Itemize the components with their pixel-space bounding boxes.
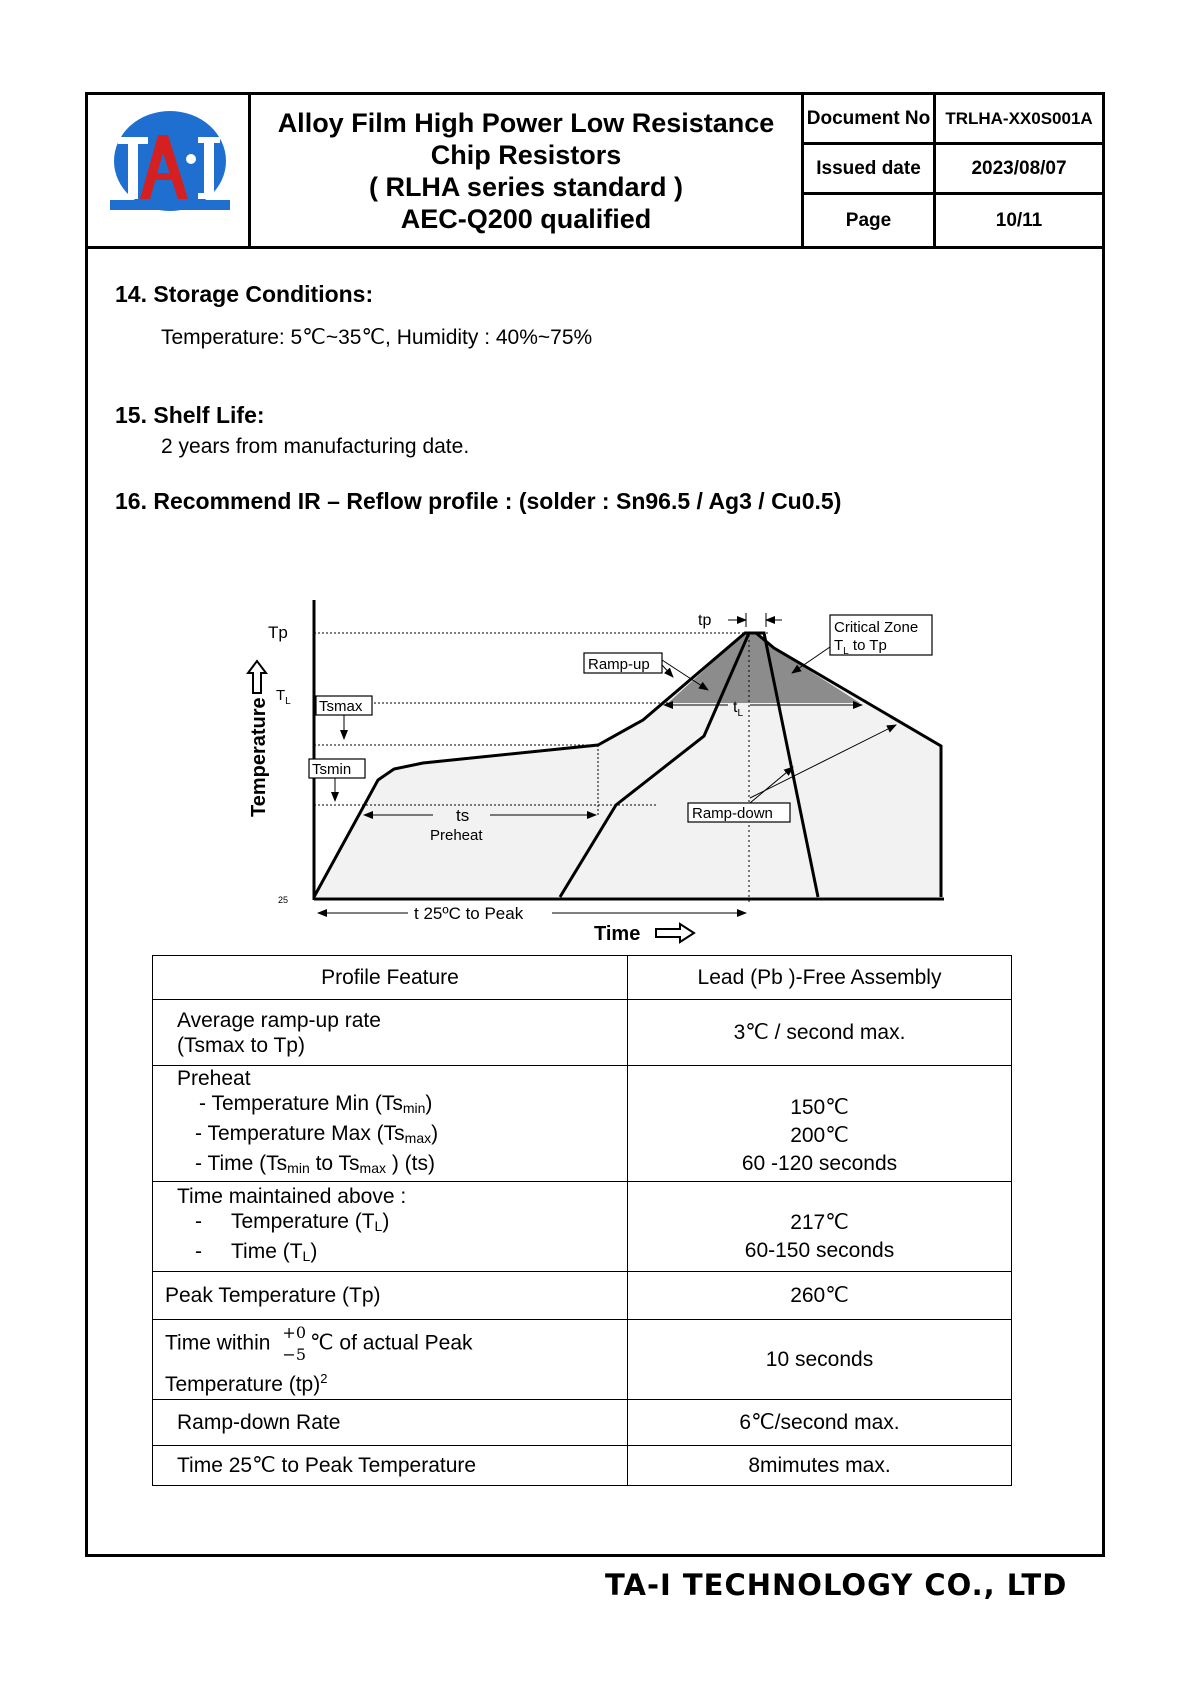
critical-zone-range: $T_L$ to Tp [834, 637, 887, 657]
document-meta [804, 95, 1102, 246]
y-axis-title: Temperature [248, 697, 270, 817]
ramp-up-arrow-2 [662, 665, 673, 677]
table-row [153, 1320, 1012, 1400]
preheat-time-value: 60 -120 seconds [741, 1151, 898, 1175]
peak-value: 260℃ [628, 1272, 1012, 1320]
ramp-down-value: 6℃/second max. [628, 1400, 1012, 1446]
document-no-value: TRLHA-XX0S001A [945, 108, 1093, 128]
time-maintained-feature [153, 1182, 628, 1272]
time-maintained-title: Time maintained above : [177, 1185, 407, 1208]
tsmin-label: Tsmin [312, 761, 352, 778]
title-line-2: Chip Resistors [430, 139, 622, 170]
storage-title: 14. Storage Conditions: [115, 281, 374, 307]
time-within-value: 10 seconds [628, 1320, 1012, 1400]
base-temp-label: 25 [278, 895, 289, 905]
table-row [153, 1400, 1012, 1446]
storage-text: Temperature: 5℃~35℃, Humidity : 40%~75% [161, 326, 593, 349]
tm-temp-line: - Temperature $(T_L)$ [195, 1210, 390, 1234]
table-row [153, 1272, 1012, 1320]
tp-level-label: Tp [268, 623, 288, 642]
reflow-profile-diagram [168, 525, 1028, 945]
time-25-feature: Time 25℃ to Peak Temperature [153, 1446, 628, 1486]
ramp-down-label: Ramp-down [692, 805, 773, 822]
tp-time-label: tp [698, 612, 712, 629]
reflow-profile-table [152, 955, 1012, 1486]
tl-time-label: $t_L$ [733, 699, 744, 719]
ts-label: ts [456, 806, 470, 825]
preheat-time-line: - Time ($Ts_{min}$ to $Ts_{max}$ ) (ts) [195, 1152, 435, 1176]
ramp-up-line-1: Average ramp-up rate [177, 1008, 381, 1032]
meta-issued-date [804, 145, 1102, 195]
time-within-line-1: Time within +0 −5 ℃ of actual Peak [165, 1323, 473, 1364]
company-name: TA-I TECHNOLOGY CO., LTD [605, 1568, 1068, 1602]
x-axis-title: Time [594, 923, 641, 945]
ramp-down-feature: Ramp-down Rate [153, 1400, 628, 1446]
document-title [251, 95, 804, 246]
logo-cell [88, 95, 251, 246]
time-maintained-values [628, 1182, 1012, 1272]
table-header-row [153, 956, 1012, 1000]
preheat-max-value: 200℃ [790, 1123, 849, 1147]
time-within-line-2: Temperature (tp)$^2$ [165, 1371, 328, 1396]
issued-date-value: 2023/08/07 [971, 157, 1067, 179]
t-peak-label: t 25ºC to Peak [414, 904, 524, 923]
preheat-label: Preheat [430, 827, 483, 844]
up-arrow-icon [248, 661, 266, 693]
page-value: 10/11 [995, 209, 1043, 231]
title-line-3: ( RLHA series standard ) [368, 171, 684, 202]
company-logo [88, 95, 248, 245]
right-arrow-icon [656, 924, 694, 942]
header-value: Lead (Pb )-Free Assembly [628, 956, 1012, 1000]
title-line-4: AEC-Q200 qualified [400, 203, 652, 234]
table-row [153, 1000, 1012, 1066]
ramp-up-label: Ramp-up [588, 656, 650, 673]
meta-page [804, 195, 1102, 246]
shelf-text: 2 years from manufacturing date. [161, 435, 470, 458]
tolerance-fraction: +0 −5 [282, 1323, 307, 1364]
ramp-up-feature [153, 1000, 628, 1066]
title-line-1: Alloy Film High Power Low Resistance [277, 107, 775, 138]
shelf-title: 15. Shelf Life: [115, 402, 265, 428]
preheat-min-line: - Temperature Min $(Ts_{min})$ [199, 1092, 433, 1116]
time-within-feature [153, 1320, 628, 1400]
ramp-up-value: 3℃ / second max. [628, 1000, 1012, 1066]
peak-feature: Peak Temperature (Tp) [153, 1272, 628, 1320]
table-row [153, 1446, 1012, 1486]
reflow-title: 16. Recommend IR – Reflow profile : (solder : Sn96.5 / Ag3 / Cu0.5) [115, 488, 842, 514]
document-no-label: Document No [804, 95, 936, 142]
issued-date-label: Issued date [804, 145, 936, 192]
document-header [88, 95, 1102, 249]
ramp-up-line-2: (Tsmax to Tp) [177, 1033, 305, 1057]
preheat-values [628, 1066, 1012, 1182]
preheat-min-value: 150℃ [790, 1095, 849, 1119]
preheat-feature [153, 1066, 628, 1182]
preheat-max-line: - Temperature Max $(Ts_{max})$ [195, 1122, 439, 1146]
preheat-line: Preheat [177, 1067, 251, 1090]
page-frame [85, 92, 1105, 1557]
tl-level-label: $T_L$ [276, 687, 291, 707]
tm-time-value: 60-150 seconds [744, 1238, 895, 1262]
table-row [153, 1066, 1012, 1182]
page-label: Page [804, 195, 936, 246]
table-row [153, 1182, 1012, 1272]
header-feature: Profile Feature [153, 956, 628, 1000]
meta-document-no [804, 95, 1102, 145]
tm-temp-value: 217℃ [790, 1210, 849, 1234]
time-25-value: 8mimutes max. [628, 1446, 1012, 1486]
tsmax-label: Tsmax [319, 698, 363, 715]
critical-zone-label: Critical Zone [834, 619, 919, 636]
tm-time-line: - Time $(T_L)$ [195, 1240, 318, 1264]
